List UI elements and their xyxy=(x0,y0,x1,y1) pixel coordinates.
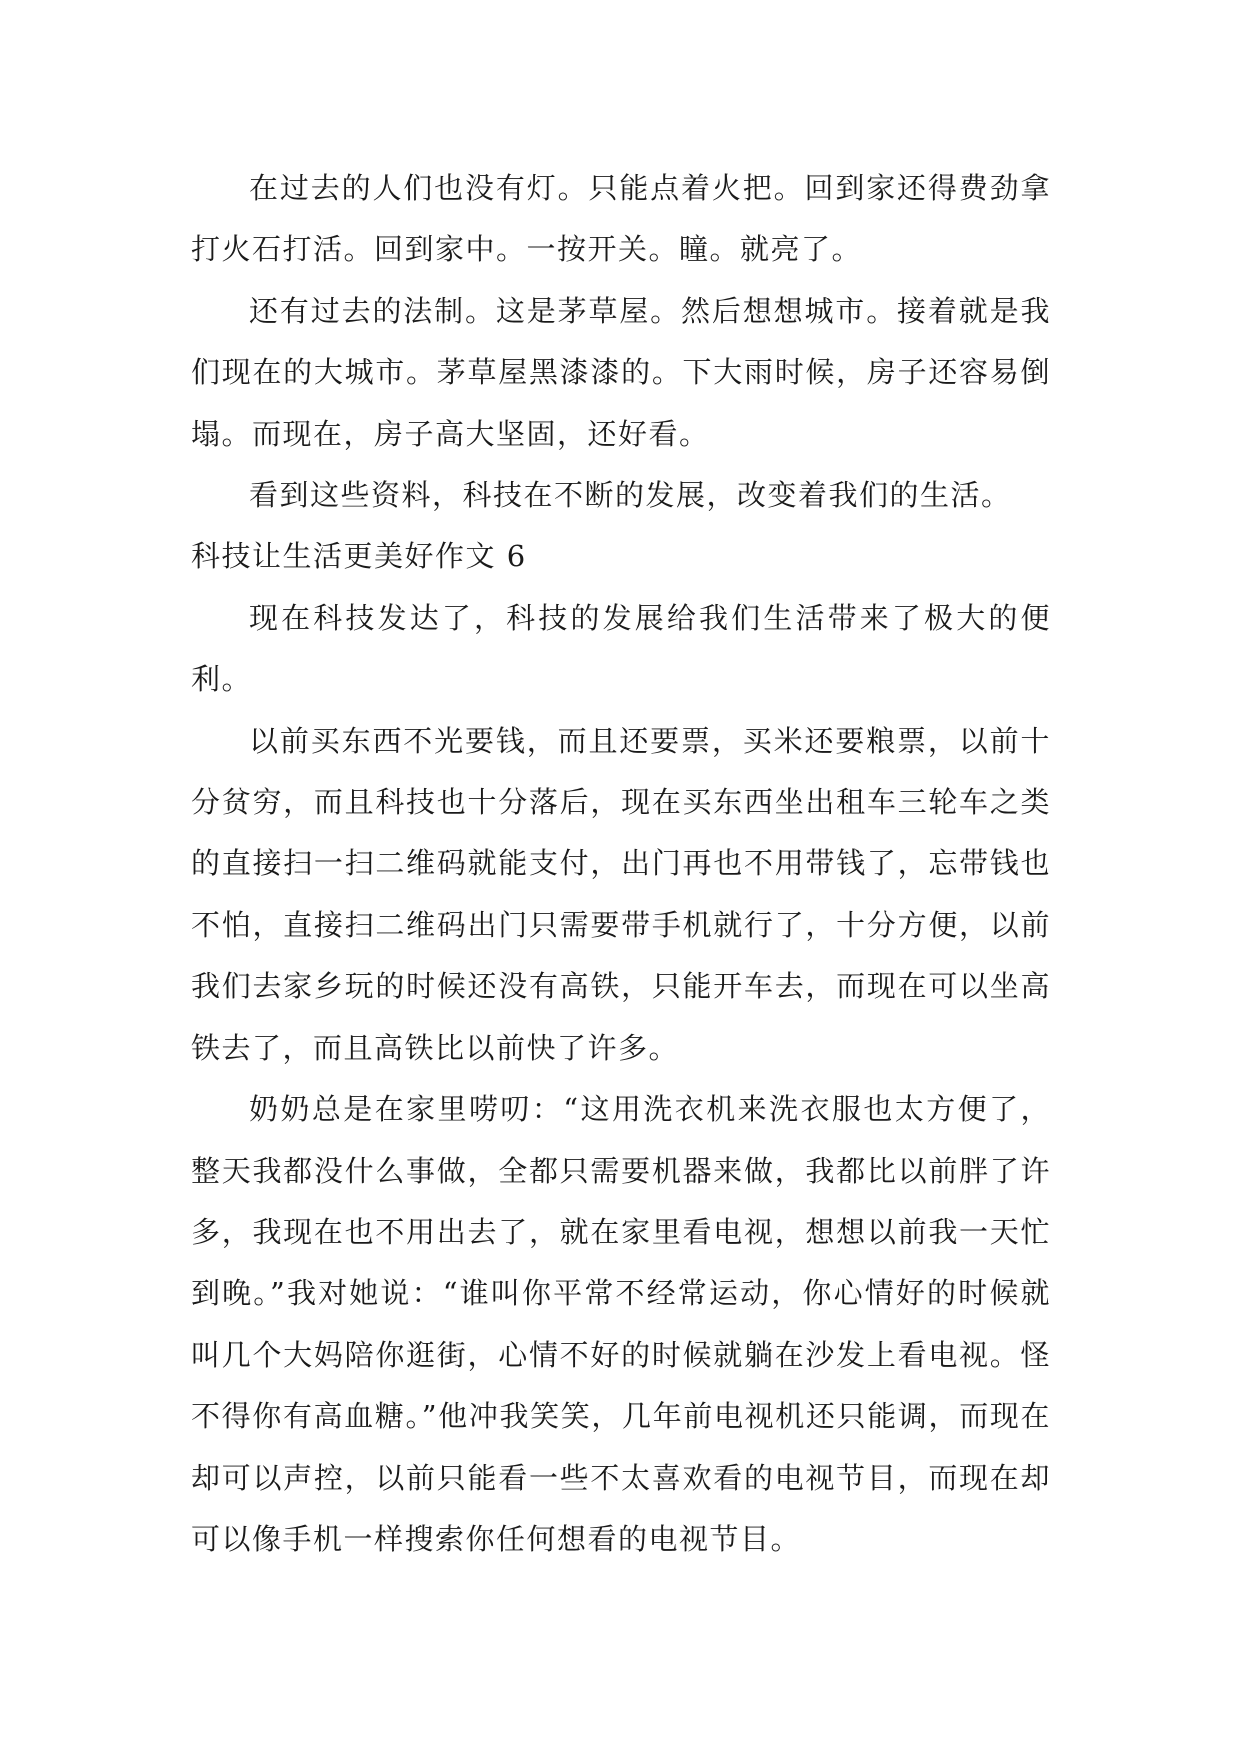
paragraph-3: 看到这些资料，科技在不断的发展，改变着我们的生活。 xyxy=(249,478,1012,513)
document-body xyxy=(191,158,1051,1570)
paragraph-1: 在过去的人们也没有灯。只能点着火把。回到家还得费劲拿打火石打活。回到家中。一按开关。瞳。就亮了。 xyxy=(191,171,1051,267)
section-heading: 科技让生活更美好作文 6 xyxy=(191,539,527,574)
paragraph-5: 以前买东西不光要钱，而且还要票，买米还要粮票，以前十分贫穷，而且科技也十分落后，现在买东西坐出租车三轮车之类的直接扫一扫二维码就能支付，出门再也不用带钱了，忘带钱也不怕，直接扫二维码出门只需要带手机就行了，十分方便，以前我们去家乡玩的时候还没有高铁，只能开车去，而现在可以坐高铁去了，而且高铁比以前快了许多。 xyxy=(191,723,1051,1065)
paragraph-2: 还有过去的法制。这是茅草屋。然后想想城市。接着就是我们现在的大城市。茅草屋黑漆漆的。下大雨时候，房子还容易倒塌。而现在，房子高大坚固，还好看。 xyxy=(191,293,1051,451)
paragraph-6: 奶奶总是在家里唠叨：“这用洗衣机来洗衣服也太方便了，整天我都没什么事做，全都只需要机器来做，我都比以前胖了许多，我现在也不用出去了，就在家里看电视，想想以前我一天忙到晚。”我对她说：“谁叫你平常不经常运动，你心情好的时候就叫几个大妈陪你逛街，心情不好的时候就躺在沙发上看电视。怪不得你有高血糖。”他冲我笑笑，几年前电视机还只能调，而现在却可以声控，以前只能看一些不太喜欢看的电视节目，而现在却可以像手机一样搜索你任何想看的电视节目。 xyxy=(191,1092,1051,1556)
paragraph-4: 现在科技发达了，科技的发展给我们生活带来了极大的便利。 xyxy=(191,600,1051,697)
